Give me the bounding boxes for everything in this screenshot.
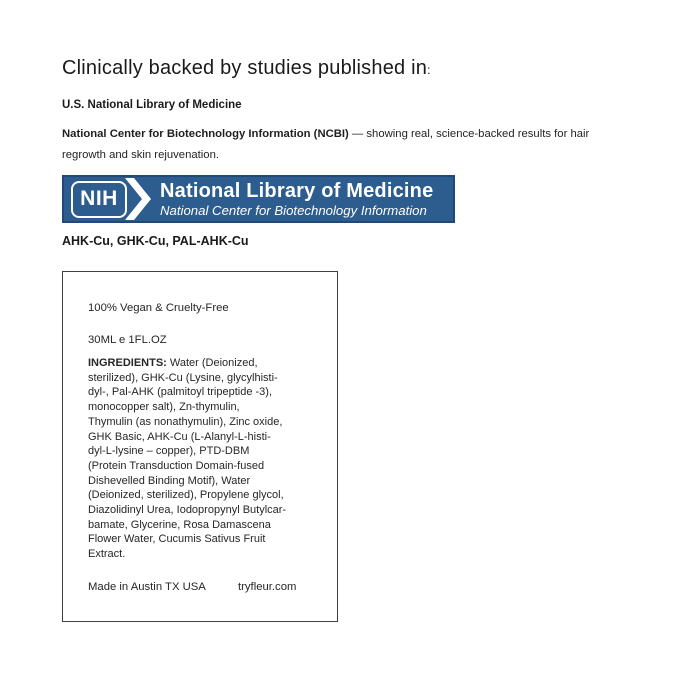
- ingredients-line: Flower Water, Cucumis Sativus Fruit: [88, 533, 266, 546]
- nih-banner-text: [160, 180, 433, 219]
- ingredients-line: Thymulin (as nonathymulin), Zinc oxide,: [88, 415, 283, 428]
- ingredients-line: sterilized), GHK-Cu (Lysine, glycylhisti-: [88, 371, 278, 384]
- product-label-box: [62, 271, 338, 622]
- nih-banner-subtitle: National Center for Biotechnology Information: [160, 202, 427, 218]
- volume-line: 30ML e 1FL.OZ: [88, 334, 167, 346]
- ncbi-rest-text: — showing real, science-backed results for hair: [348, 128, 590, 140]
- page-title-text: Clinically backed by studies published in: [62, 57, 428, 79]
- ingredients-list: [88, 356, 286, 562]
- ingredients-line: monocopper salt), Zn-thymulin,: [88, 401, 240, 414]
- made-in-line: Made in Austin TX USA: [88, 581, 206, 593]
- ingredients-line: (Deionized, sterilized), Propylene glycol,: [88, 489, 284, 502]
- peptides-line: AHK-Cu, GHK-Cu, PAL-AHK-Cu: [62, 234, 249, 248]
- website-text: tryfleur.com: [238, 581, 297, 593]
- ncbi-paragraph: [62, 124, 589, 166]
- chevron-right-icon: [125, 178, 151, 220]
- ingredients-line: Dishevelled Binding Motif), Water: [88, 474, 251, 487]
- ingredients-line: Extract.: [88, 548, 126, 561]
- page-title: [62, 57, 431, 80]
- ingredients-line: Diazolidinyl Urea, Iodopropynyl Butylcar-: [88, 504, 287, 517]
- ingredients-line: bamate, Glycerine, Rosa Damascena: [88, 518, 271, 531]
- ingredients-label: INGREDIENTS:: [88, 357, 167, 369]
- nih-acronym-badge: NIH: [71, 181, 127, 218]
- ingredients-line: GHK Basic, AHK-Cu (L-Alanyl-L-histi-: [88, 430, 271, 443]
- ingredients-line: (Protein Transduction Domain-fused: [88, 459, 265, 472]
- nih-logo-banner: [62, 175, 455, 223]
- nih-banner-title: National Library of Medicine: [160, 179, 434, 202]
- page-title-colon: :: [427, 63, 431, 77]
- ncbi-paragraph-line1: [62, 124, 589, 145]
- library-line: U.S. National Library of Medicine: [62, 99, 242, 111]
- ingredients-line: INGREDIENTS: Water (Deionized,: [88, 357, 258, 369]
- ncbi-bold-text: National Center for Biotechnology Information (NCBI): [62, 128, 349, 140]
- ingredients-line: dyl-L-lysine – copper), PTD-DBM: [88, 445, 250, 458]
- ingredients-line: dyl-, Pal-AHK (palmitoyl tripeptide -3),: [88, 386, 273, 399]
- ncbi-paragraph-line2: regrowth and skin rejuvenation.: [62, 149, 219, 161]
- vegan-claim: 100% Vegan & Cruelty-Free: [88, 302, 229, 314]
- nih-logo-lockup: [71, 177, 151, 221]
